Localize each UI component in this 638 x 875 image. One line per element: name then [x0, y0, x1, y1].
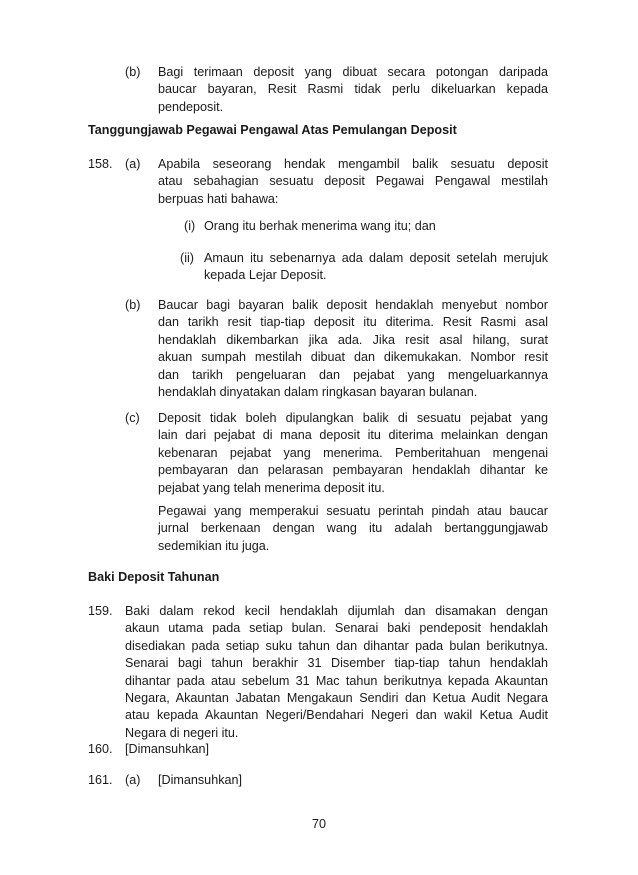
s158-a-i-text: Orang itu berhak menerima wang itu; dan [204, 219, 436, 233]
text-line: Deposit tidak boleh dipulangkan balik di sesuatu pejabat yang [158, 411, 548, 425]
item-marker: (a) [125, 157, 141, 171]
subitem-marker: (ii) [180, 251, 194, 265]
section-number: 160. [88, 742, 113, 756]
item-marker: (b) [125, 298, 141, 312]
section-heading: Baki Deposit Tahunan [88, 570, 220, 584]
text-line: dihantar pada atau sebelum 31 Mac tahun berikutnya kepada Akauntan [125, 673, 548, 688]
text-line: Negara, Akauntan Jabatan Mengakaun Sendiri dan Ketua Audit Negara [125, 691, 548, 706]
text-line: hendaklah dikembarkan jika ada. Jika resit asal hilang, surat [158, 332, 548, 347]
s158-c-paragraph [158, 410, 548, 497]
section-number: 161. [88, 773, 113, 787]
page-number: 70 [311, 817, 326, 831]
section-number: 159. [88, 604, 113, 618]
text-line: Bagi terimaan deposit yang dibuat secara potongan daripada [158, 65, 548, 79]
item-marker: (c) [125, 411, 140, 425]
text-line: Senarai bagi tahun berakhir 31 Disember tiap-tiap tahun hendaklah [125, 656, 548, 671]
text-line: akuan sumpah mestilah dibuat dan dikemukakan. Nombor resit [158, 350, 548, 365]
text-line: kepada Lejar Deposit. [204, 268, 327, 283]
text-line: pendeposit. [158, 99, 224, 114]
s158-b-paragraph [158, 297, 548, 401]
text-line: lain dari pejabat di mana deposit itu diterima melainkan dengan [158, 428, 548, 443]
text-line: Apabila seseorang hendak mengambil balik sesuatu deposit [158, 157, 548, 171]
text-line: akaun utama pada setiap bulan. Senarai baki pendeposit hendaklah [125, 621, 548, 636]
text-line: dan tarikh pengeluaran dan pejabat yang mengeluarkannya [158, 367, 548, 382]
text-line: jurnal berkenaan dengan wang itu adalah bertanggungjawab [158, 521, 548, 536]
text-line: pembayaran dan pelarasan pembayaran hendaklah dihantar ke [158, 463, 548, 478]
s161-a-text: [Dimansuhkan] [158, 773, 242, 787]
text-line: sedemikian itu juga. [158, 538, 270, 553]
text-line: dan tarikh resit tiap-tiap deposit itu diterima. Resit Rasmi asal [158, 315, 548, 330]
s158-a-ii-paragraph [204, 250, 548, 285]
item-marker: (b) [125, 65, 141, 79]
text-line: Baki dalam rekod kecil hendaklah dijumlah dan disamakan dengan [125, 604, 548, 618]
intro-b-paragraph [158, 64, 548, 116]
text-line: baucar bayaran, Resit Rasmi tidak perlu dikeluarkan kepada [158, 82, 548, 97]
text-line: Pegawai yang memperakui sesuatu perintah pindah atau baucar [158, 504, 548, 518]
text-line: atau kepada Akauntan Negeri/Bendahari Negeri dan wakil Ketua Audit [125, 708, 548, 723]
s158-c-paragraph-2 [158, 503, 548, 555]
text-line: atau sebahagian sesuatu deposit Pegawai Pengawal mestilah [158, 174, 548, 189]
section-number: 158. [88, 157, 113, 171]
text-line: berpuas hati bahawa: [158, 191, 279, 206]
s159-paragraph [125, 603, 548, 742]
subitem-marker: (i) [184, 219, 196, 233]
text-line: Baucar bagi bayaran balik deposit hendaklah menyebut nombor [158, 298, 548, 312]
item-marker: (a) [125, 773, 141, 787]
text-line: kebenaran pejabat yang menerima. Pemberitahuan mengenai [158, 445, 548, 460]
text-line: pejabat yang telah menerima deposit itu. [158, 480, 385, 495]
text-line: Amaun itu sebenarnya ada dalam deposit setelah merujuk [204, 251, 548, 265]
text-line: hendaklah dinyatakan dalam ringkasan bayaran bulanan. [158, 385, 478, 400]
text-line: Negara di negeri itu. [125, 725, 239, 740]
text-line: disediakan pada setiap suku tahun dan dihantar pada bulan berikutnya. [125, 638, 548, 653]
section-heading: Tanggungjawab Pegawai Pengawal Atas Pemulangan Deposit [88, 123, 457, 137]
s160-text: [Dimansuhkan] [125, 742, 209, 756]
s158-a-paragraph [158, 156, 548, 208]
